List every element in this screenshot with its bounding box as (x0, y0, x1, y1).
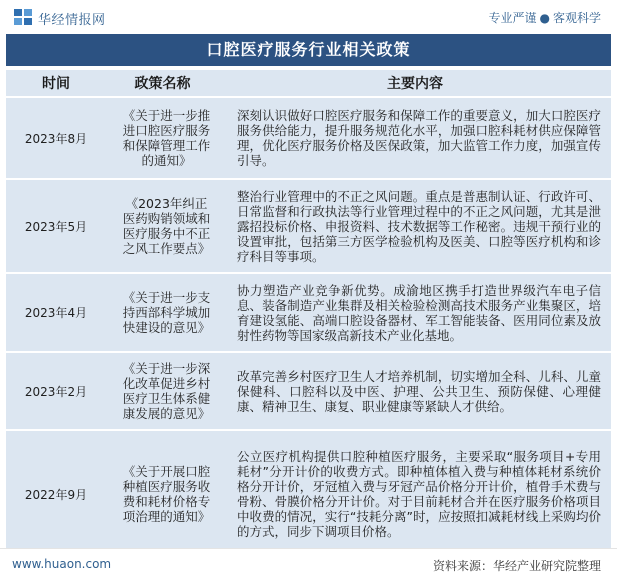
column-header-date: 时间 (6, 70, 106, 96)
slogan (488, 9, 601, 26)
row-date: 2022年9月 (6, 431, 106, 557)
row-content: 公立医疗机构提供口腔种植医疗服务，主要采取“服务项目+专用耗材”分开计价的收费方式。即种植体植入费与种植体耗材系统价格分开计价，牙冠植入费与牙冠产品价格分开计价，植骨手术费与骨粉、骨膜价格分开计价。对于目前耗材合并在医疗服务价格项目中收费的情况，实行“技耗分离”时，应按照扣减耗材线上采购均价的方式，同步下调项目价格。 (219, 431, 611, 557)
top-bar (0, 0, 617, 34)
column-header-policy-name: 政策名称 (106, 70, 219, 96)
slogan-right: 客观科学 (552, 11, 601, 25)
table-row (6, 274, 611, 351)
footer (0, 548, 617, 583)
policy-table (6, 68, 611, 559)
table-row (6, 353, 611, 429)
row-content: 深刻认识做好口腔医疗服务和保障工作的重要意义，加大口腔医疗服务供给能力，提升服务规范化水平，加强口腔科耗材供应保障管理，优化医疗服务价格及医保政策，加大监管工作力度，加强宣传引导。 (219, 98, 611, 178)
row-date: 2023年2月 (6, 353, 106, 429)
row-date: 2023年4月 (6, 274, 106, 351)
row-date: 2023年5月 (6, 180, 106, 272)
row-content: 协力塑造产业竞争新优势。成渝地区携手打造世界级汽车电子信息、装备制造产业集群及相关检验检测高技术服务产业集聚区，培育建设氢能、高端口腔设备器材、军工智能装备、医用同位素及放射性药物等国家级高新技术产业化基地。 (219, 274, 611, 351)
row-policy-name: 《2023年纠正医药购销领域和医疗服务中不正之风工作要点》 (106, 180, 219, 272)
table-row (6, 98, 611, 178)
row-date: 2023年8月 (6, 98, 106, 178)
page-title: 口腔医疗服务行业相关政策 (6, 34, 611, 66)
row-policy-name: 《关于进一步支持西部科学城加快建设的意见》 (106, 274, 219, 351)
row-policy-name: 《关于进一步推进口腔医疗服务和保障管理工作的通知》 (106, 98, 219, 178)
row-content: 整治行业管理中的不正之风问题。重点是普惠制认证、行政许可、日常监督和行政执法等行业管理过程中的不正之风问题，尤其是泄露招投标价格、申报资料、技术数据等工作秘密。违规干预行业的设置审批，包括第三方医学检验机构及医美、口腔等医疗机构和诊疗科目等事项。 (219, 180, 611, 272)
table-row (6, 431, 611, 557)
row-policy-name: 《关于开展口腔种植医疗服务收费和耗材价格专项治理的通知》 (106, 431, 219, 557)
huajing-logo-icon (14, 9, 32, 25)
footer-source: 资料来源：华经产业研究院整理 (432, 559, 601, 573)
slogan-left: 专业严谨 (488, 11, 537, 25)
row-policy-name: 《关于进一步深化改革促进乡村医疗卫生体系健康发展的意见》 (106, 353, 219, 429)
table-header-row (6, 70, 611, 96)
slogan-separator: ● (539, 11, 550, 25)
column-header-content: 主要内容 (219, 70, 611, 96)
footer-url: www.huaon.com (12, 557, 112, 571)
table-row (6, 180, 611, 272)
row-content: 改革完善乡村医疗卫生人才培养机制，切实增加全科、儿科、儿童保健科、口腔科以及中医、护理、公共卫生、预防保健、心理健康、精神卫生、康复、职业健康等紧缺人才供给。 (219, 353, 611, 429)
brand-name: 华经情报网 (38, 13, 106, 28)
